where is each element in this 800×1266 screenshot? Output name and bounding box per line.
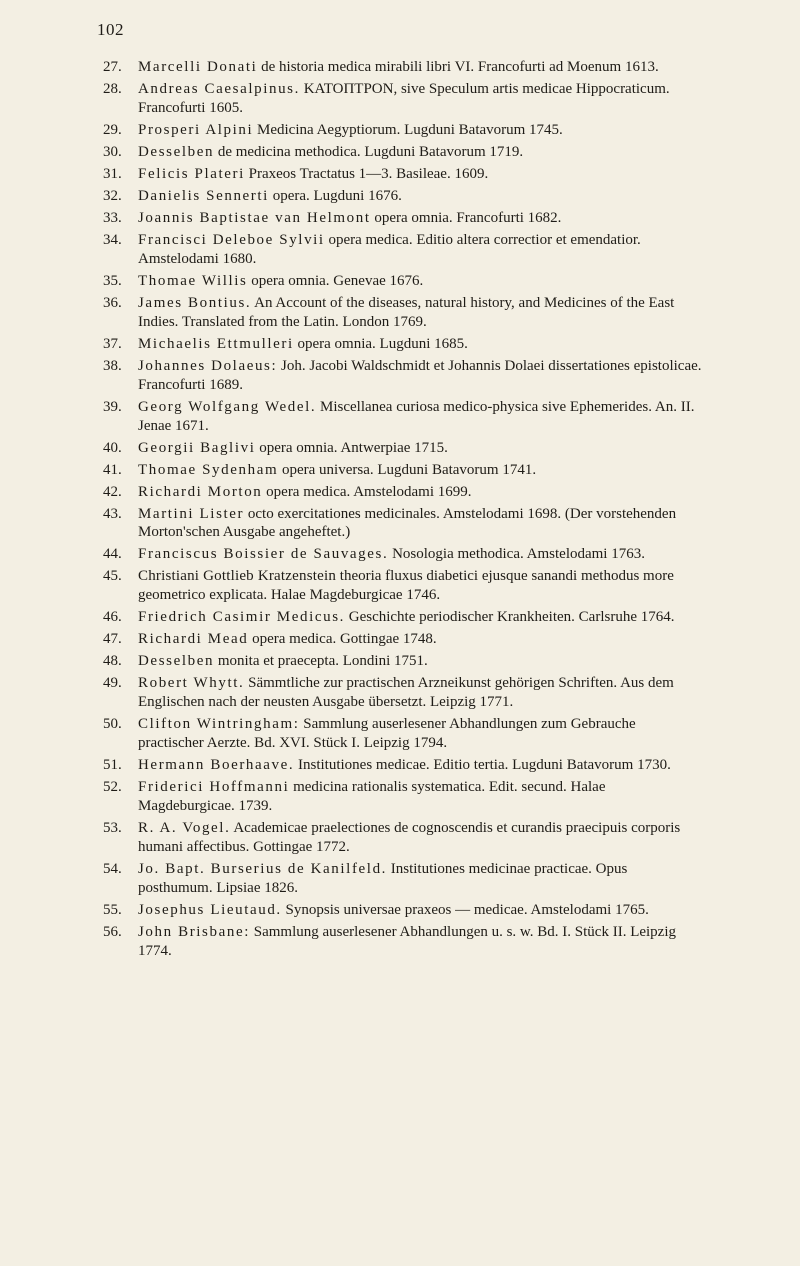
entry-text: Academicae praelectiones de cognoscendis et curandis praecipuis corporis humani affectibus. Gottingae 1772. — [138, 820, 681, 855]
bibliography-entry — [103, 187, 703, 206]
entry-author: Christiani Gottlieb Kratzenstein — [138, 568, 337, 585]
entry-number: 51. — [103, 757, 122, 774]
entry-text: opera universa. Lugduni Batavorum 1741. — [278, 461, 537, 478]
entry-text: Miscellanea curiosa medico-physica sive Ephemerides. An. II. Jenae 1671. — [138, 398, 695, 434]
entry-text: Sämmtliche zur practischen Arzneikunst gehörigen Schriften. Aus dem Englischen nach der neusten Ausgabe übersetzt. Leipzig 1771. — [138, 675, 674, 711]
bibliography-entry — [103, 165, 703, 184]
entry-author: Andreas Caesalpinus. — [138, 81, 300, 97]
entry-author: Joannis Baptistae van Helmont — [138, 209, 371, 226]
bibliography-entry — [103, 209, 703, 228]
entry-author: R. A. Vogel. — [138, 820, 231, 837]
entry-author: Richardi Morton — [138, 483, 263, 500]
entry-number: 34. — [103, 231, 122, 248]
entry-author: Thomae Sydenham — [138, 461, 279, 478]
entry-text: monita et praecepta. Londini 1751. — [214, 653, 428, 670]
bibliography-entry — [103, 143, 703, 162]
entry-author: Jo. Bapt. Burserius de Kanilfeld. — [138, 860, 388, 877]
page-number: 102 — [97, 20, 124, 39]
entry-text: ΚΑΤΟΠΤΡΟΝ, sive Speculum artis medicae Hippocraticum. Francofurti 1605. — [138, 81, 670, 116]
entry-text: opera omnia. Antwerpiae 1715. — [255, 439, 448, 456]
bibliography-entry — [103, 674, 703, 712]
entry-author: Josephus Lieutaud. — [138, 901, 282, 918]
bibliography-entry — [103, 58, 703, 77]
entry-number: 35. — [103, 272, 122, 289]
entry-number: 44. — [103, 546, 122, 563]
entry-author: Franciscus Boissier de Sauvages. — [138, 546, 389, 563]
entry-author: Martini Lister — [138, 505, 245, 522]
entry-text: opera. Lugduni 1676. — [268, 187, 402, 204]
entry-text: Geschichte periodischer Krankheiten. Carlsruhe 1764. — [345, 609, 675, 626]
entry-author: Danielis Sennerti — [138, 187, 269, 204]
entry-number: 37. — [103, 335, 122, 352]
entry-number: 27. — [103, 59, 122, 75]
bibliography-entry — [103, 756, 703, 775]
bibliography-entry — [103, 567, 703, 605]
entry-number: 54. — [103, 860, 122, 877]
bibliography-entry — [103, 778, 703, 816]
entry-author: Clifton Wintringham: — [138, 716, 300, 733]
entry-number: 36. — [103, 294, 122, 311]
entry-author: Georg Wolfgang Wedel. — [138, 398, 317, 415]
entry-number: 41. — [103, 461, 122, 478]
entry-text: Medicina Aegyptiorum. Lugduni Batavorum 1745. — [253, 121, 563, 138]
bibliography-entry — [103, 483, 703, 502]
entry-number: 38. — [103, 357, 122, 374]
entry-text: Nosologia methodica. Amstelodami 1763. — [388, 546, 645, 563]
entry-text: opera medica. Editio altera correctior et emendatior. Amstelodami 1680. — [138, 231, 641, 267]
entry-text: Sammlung auserlesener Abhandlungen u. s. w. Bd. I. Stück II. Leipzig 1774. — [138, 923, 677, 959]
entry-number: 46. — [103, 609, 122, 626]
bibliography-entry — [103, 231, 703, 269]
bibliography-entry — [103, 272, 703, 291]
entry-author: Friedrich Casimir Medicus. — [138, 609, 345, 626]
bibliography-entry — [103, 545, 703, 564]
entry-author: Hermann Boerhaave. — [138, 757, 295, 774]
bibliography-entry — [103, 819, 703, 857]
bibliography-entry — [103, 715, 703, 753]
entry-number: 31. — [103, 165, 122, 182]
entry-text: opera omnia. Lugduni 1685. — [293, 335, 468, 352]
entry-number: 45. — [103, 568, 122, 585]
entry-author: James Bontius. — [138, 294, 252, 311]
entry-text: Institutiones medicae. Editio tertia. Lugduni Batavorum 1730. — [294, 757, 671, 774]
entry-number: 55. — [103, 901, 122, 918]
entry-author: Johannes Dolaeus: — [138, 357, 278, 374]
entry-text: opera omnia. Genevae 1676. — [247, 272, 424, 289]
entry-text: Sammlung auserlesener Abhandlungen zum Gebrauche practischer Aerzte. Bd. XVI. Stück I. Leipzig 1794. — [138, 716, 636, 752]
entry-author: Desselben — [138, 143, 215, 160]
entry-author: Desselben — [138, 653, 215, 670]
entry-author: Richardi Mead — [138, 631, 249, 648]
entry-number: 47. — [103, 631, 122, 648]
entry-number: 43. — [103, 505, 122, 522]
entry-text: opera medica. Amstelodami 1699. — [262, 483, 472, 500]
entry-number: 33. — [103, 209, 122, 226]
entry-number: 56. — [103, 923, 122, 940]
entry-text: An Account of the diseases, natural history, and Medicines of the East Indies. Translated from the Latin. London 1769. — [138, 294, 675, 330]
entry-author: Prosperi Alpini — [138, 121, 254, 138]
bibliography-entry — [103, 357, 703, 395]
entry-text: Praxeos Tractatus 1—3. Basileae. 1609. — [244, 165, 489, 182]
entry-text: Institutiones medicinae practicae. Opus posthumum. Lipsiae 1826. — [138, 860, 628, 896]
entry-number: 40. — [103, 439, 122, 456]
entry-author: Robert Whytt. — [138, 675, 245, 692]
entry-text: de historia medica mirabili libri VI. Francofurti ad Moenum 1613. — [257, 59, 659, 75]
entry-number: 53. — [103, 820, 122, 837]
bibliography-entry — [103, 901, 703, 920]
bibliography-entry — [103, 121, 703, 140]
bibliography-entry — [103, 439, 703, 458]
entry-author: Felicis Plateri — [138, 165, 245, 182]
entry-author: Michaelis Ettmulleri — [138, 335, 294, 352]
bibliography-entry — [103, 335, 703, 354]
entry-author: Francisci Deleboe Sylvii — [138, 231, 325, 248]
entry-author: John Brisbane: — [138, 923, 250, 940]
entry-author: Marcelli Donati — [138, 59, 258, 75]
bibliography-entry — [103, 630, 703, 649]
entry-number: 49. — [103, 675, 122, 692]
entry-number: 50. — [103, 716, 122, 733]
entry-text: Synopsis universae praxeos — medicae. Amstelodami 1765. — [281, 901, 649, 918]
bibliography-entry — [103, 398, 703, 436]
entry-text: de medicina methodica. Lugduni Batavorum 1719. — [214, 143, 524, 160]
bibliography-entry — [103, 652, 703, 671]
entry-number: 30. — [103, 143, 122, 160]
entry-number: 52. — [103, 779, 122, 796]
entry-text: opera medica. Gottingae 1748. — [248, 631, 437, 648]
entry-number: 28. — [103, 81, 122, 97]
entry-text: octo exercitationes medicinales. Amstelodami 1698. (Der vorstehenden Morton'schen Ausgabe angeheftet.) — [138, 505, 677, 541]
bibliography-entry — [103, 608, 703, 627]
entry-author: Georgii Baglivi — [138, 439, 256, 456]
entry-number: 29. — [103, 121, 122, 138]
bibliography-entry — [103, 505, 703, 543]
entry-number: 39. — [103, 398, 122, 415]
bibliography-entry — [103, 80, 703, 118]
entry-text: theoria fluxus diabetici ejusque sanandi methodus more geometrico explicata. Halae Magdeburgicae 1746. — [138, 568, 674, 604]
entry-author: Thomae Willis — [138, 272, 248, 289]
bibliography-list — [103, 58, 703, 964]
bibliography-entry — [103, 860, 703, 898]
bibliography-entry — [103, 294, 703, 332]
entry-number: 32. — [103, 187, 122, 204]
entry-number: 42. — [103, 483, 122, 500]
entry-text: Joh. Jacobi Waldschmidt et Johannis Dolaei dissertationes epistolicae. Francofurti 1689. — [138, 357, 702, 393]
entry-text: opera omnia. Francofurti 1682. — [370, 209, 562, 226]
entry-number: 48. — [103, 653, 122, 670]
entry-text: medicina rationalis systematica. Edit. secund. Halae Magdeburgicae. 1739. — [138, 779, 606, 815]
bibliography-entry — [103, 461, 703, 480]
entry-author: Friderici Hoffmanni — [138, 779, 290, 796]
bibliography-entry — [103, 923, 703, 961]
